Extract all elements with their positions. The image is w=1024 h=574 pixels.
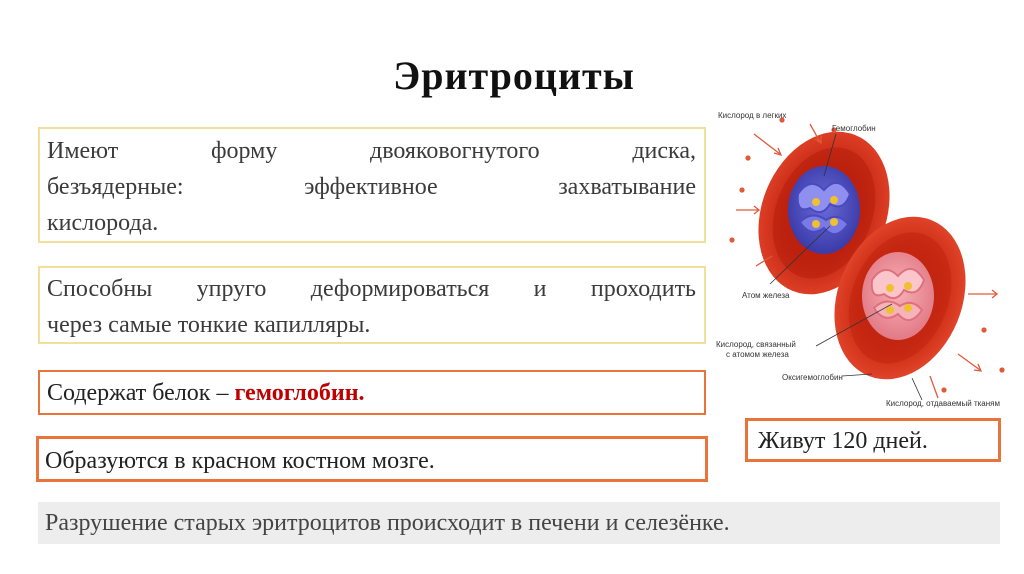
protein-box bbox=[38, 370, 706, 415]
lifespan-text: Живут 120 дней. bbox=[758, 428, 928, 454]
page-title: Эритроциты bbox=[393, 53, 635, 98]
shape-description-box bbox=[38, 127, 706, 243]
erythrocyte-diagram bbox=[712, 98, 1024, 416]
shape-line-1: Имеют форму двояковогнутого диска, bbox=[47, 138, 696, 164]
label-bound-oxygen-1: Кислород, связанный bbox=[716, 340, 796, 349]
destruction-note bbox=[38, 502, 1000, 544]
hemoglobin-blue-icon bbox=[788, 166, 860, 254]
label-oxygen-tissues: Кислород, отдаваемый тканям bbox=[886, 399, 1000, 408]
shape-line-3: кислорода. bbox=[47, 210, 159, 236]
label-bound-oxygen-2: с атомом железа bbox=[726, 350, 789, 359]
origin-box bbox=[36, 436, 708, 482]
deform-line-2: через самые тонкие капилляры. bbox=[47, 312, 371, 338]
deform-line-1: Способны упруго деформироваться и проходить bbox=[47, 276, 696, 302]
destruction-text: Разрушение старых эритроцитов происходит в печени и селезёнке. bbox=[45, 510, 730, 536]
erythrocyte-illustration bbox=[712, 98, 1024, 416]
label-oxygen-lungs: Кислород в легких bbox=[718, 111, 787, 120]
hemoglobin-highlight: гемоглобин. bbox=[234, 380, 365, 406]
lifespan-box bbox=[745, 418, 1001, 462]
hemoglobin-pink-icon bbox=[862, 252, 934, 340]
label-oxyhemoglobin: Оксигемоглобин bbox=[782, 373, 843, 382]
label-iron-atom: Атом железа bbox=[742, 291, 790, 300]
label-hemoglobin: Гемоглобин bbox=[832, 124, 876, 133]
shape-line-2: безъядерные: эффективное захватывание bbox=[47, 174, 696, 200]
deformation-box bbox=[38, 266, 706, 344]
origin-text: Образуются в красном костном мозге. bbox=[45, 448, 435, 474]
protein-prefix: Содержат белок – bbox=[47, 380, 235, 406]
